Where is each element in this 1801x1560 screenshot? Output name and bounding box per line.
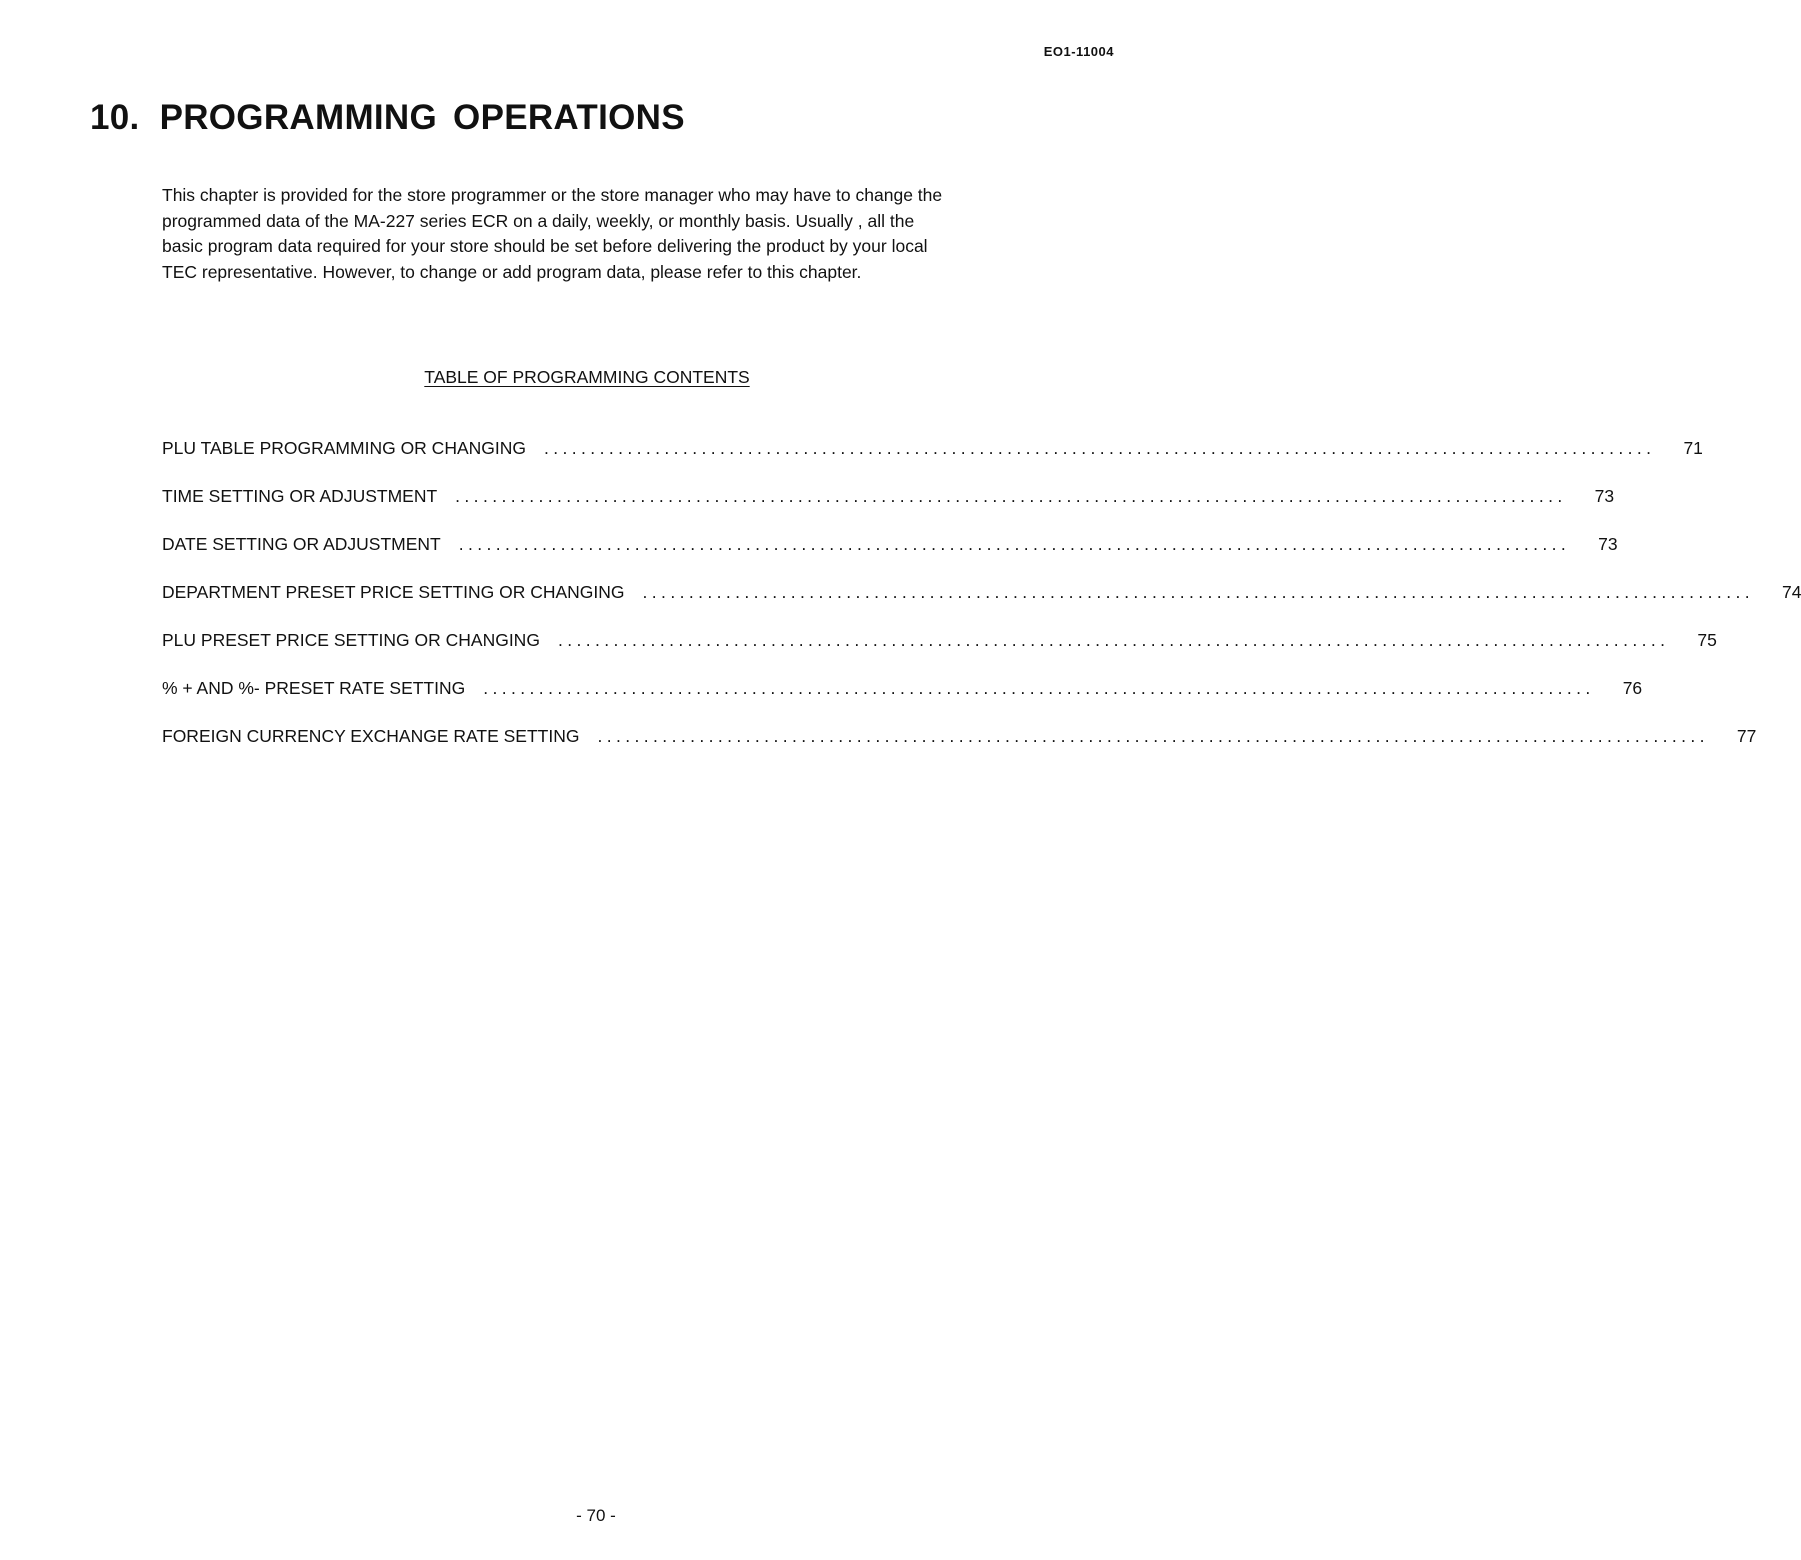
toc-entry-label: % + AND %- PRESET RATE SETTING <box>162 678 466 698</box>
intro-line: basic program data required for your store should be set before delivering the product by your local <box>162 236 928 256</box>
toc-entry-page: 75 <box>1697 630 1717 650</box>
toc-leader-dots: ........................................................................................................................ <box>557 630 1670 650</box>
intro-line: TEC representative. However, to change or add program data, please refer to this chapter. <box>162 261 862 282</box>
toc-list <box>162 438 1801 774</box>
toc-leader-dots: ........................................................................................................................ <box>483 678 1595 698</box>
toc-entry <box>162 726 1757 774</box>
intro-line: programmed data of the MA-227 series ECR on a daily, weekly, or monthly basis. Usually , all the <box>162 210 915 231</box>
toc-entry-page: 74 <box>1781 582 1801 602</box>
toc-leader-dots: ........................................................................................................................ <box>458 534 1571 554</box>
toc-entry <box>162 534 1618 582</box>
toc-entry <box>162 678 1643 726</box>
toc-leader-dots: ........................................................................................................................ <box>642 582 1754 602</box>
document-code: EO1-11004 <box>1043 44 1114 59</box>
toc-entry-label: DATE SETTING OR ADJUSTMENT <box>162 534 441 554</box>
toc-entry-page: 77 <box>1736 726 1757 746</box>
intro-paragraph <box>162 183 1082 285</box>
chapter-title-text: PROGRAMMING OPERATIONS <box>159 98 685 137</box>
toc-entry-label: PLU TABLE PROGRAMMING OR CHANGING <box>162 438 526 458</box>
toc-entry <box>162 630 1717 678</box>
page-number: - 70 - <box>576 1506 616 1525</box>
chapter-number: 10. <box>90 98 140 137</box>
toc-entry-label: FOREIGN CURRENCY EXCHANGE RATE SETTING <box>162 726 580 746</box>
toc-entry-label: PLU PRESET PRICE SETTING OR CHANGING <box>162 630 540 650</box>
toc-entry-label: TIME SETTING OR ADJUSTMENT <box>162 486 438 506</box>
toc-entry-label: DEPARTMENT PRESET PRICE SETTING OR CHANGING <box>162 582 625 602</box>
intro-line: This chapter is provided for the store programmer or the store manager who may have to change the <box>162 185 943 205</box>
toc-entry <box>162 438 1703 486</box>
toc-leader-dots: ........................................................................................................................ <box>544 438 1656 458</box>
toc-leader-dots: ........................................................................................................................ <box>455 486 1567 506</box>
toc-entry-page: 73 <box>1598 534 1618 554</box>
toc-heading: TABLE OF PROGRAMMING CONTENTS <box>424 367 750 387</box>
toc-entry <box>162 486 1615 534</box>
chapter-title <box>90 98 685 138</box>
toc-entry-page: 71 <box>1683 438 1703 458</box>
toc-entry-page: 73 <box>1594 486 1615 506</box>
toc-entry-page: 76 <box>1622 678 1643 698</box>
toc-entry <box>162 582 1801 630</box>
toc-leader-dots: ........................................................................................................................ <box>597 726 1709 746</box>
